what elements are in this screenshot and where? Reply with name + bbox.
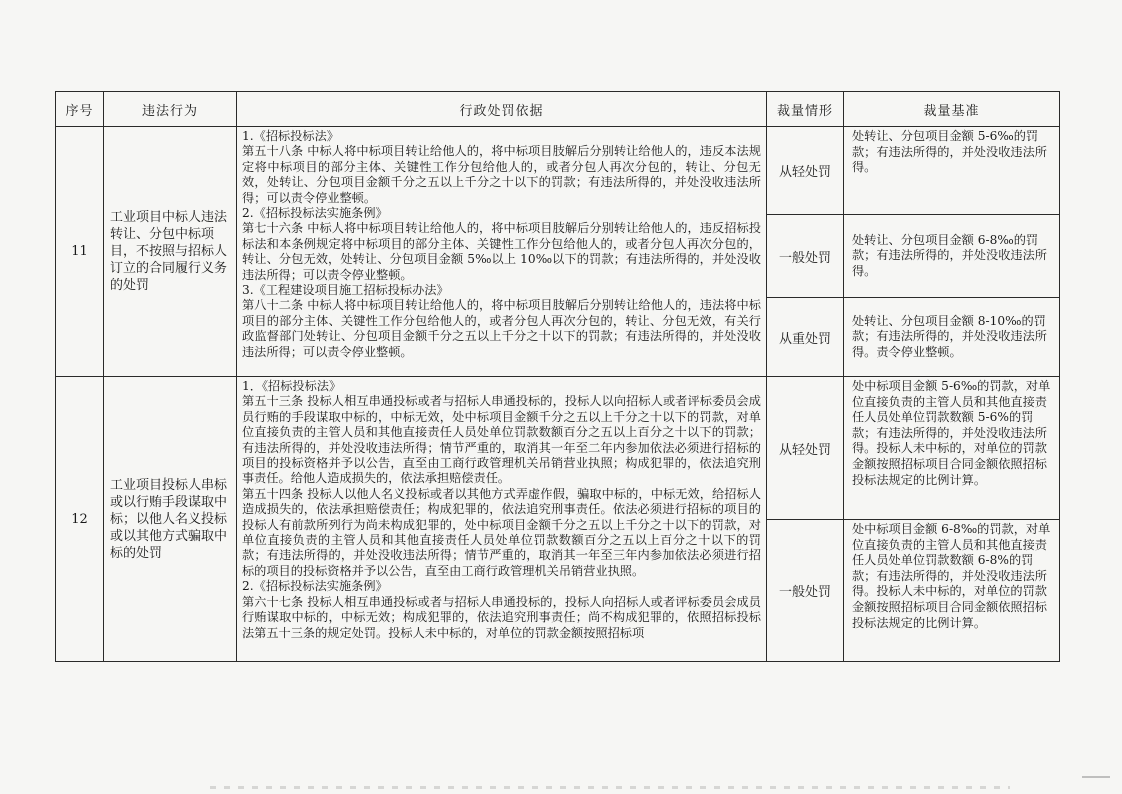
situation-cell: 一般处罚 xyxy=(767,520,844,662)
row-number: 11 xyxy=(56,127,104,377)
basis-line: 3.《工程建设项目施工招标投标办法》 xyxy=(242,283,449,298)
header-row xyxy=(56,92,1060,127)
basis-line: 第七十六条 中标人将中标项目转让给他人的，将中标项目肢解后分别转让给他人的，违反招标投标法和本条例规定将中标项目的部分主体、关键性工作分包给他人的，或者分包人再次分包的，转让、分包无效，处转让、分包项目金额 5‰以上 10‰以下的罚款；有违法所得的，并处没收违法所得；可以责令停业整顿。 xyxy=(242,221,761,282)
penalty-basis xyxy=(237,377,767,662)
basis-line: 第六十七条 投标人相互串通投标或者与招标人串通投标的，投标人向招标人或者评标委员会成员行贿谋取中标的，中标无效；构成犯罪的，依法追究刑事责任；尚不构成犯罪的，依照招标投标法第五十三条的规定处罚。投标人未中标的，对单位的罚款金额按照招标项 xyxy=(242,594,761,640)
situation-cell: 从轻处罚 xyxy=(767,377,844,520)
header-situation: 裁量情形 xyxy=(767,92,844,127)
standard-cell: 处转让、分包项目金额 5-6‰的罚款；有违法所得的，并处没收违法所得。 xyxy=(844,127,1060,215)
table-row xyxy=(56,377,1060,520)
row-number: 12 xyxy=(56,377,104,662)
basis-line: 1.《招标投标法》 xyxy=(242,129,339,143)
header-act: 违法行为 xyxy=(104,92,237,127)
table-row xyxy=(56,127,1060,215)
standard-cell: 处中标项目金额 6-8‰的罚款，对单位直接负责的主管人员和其他直接责任人员处单位罚款数额 6-8%的罚款；有违法所得的，并处没收违法所得。投标人未中标的，对单位的罚款金额按照招标项目合同金额依照招标投标法规定的比例计算。 xyxy=(844,520,1060,662)
penalty-table xyxy=(55,91,1060,662)
violation-description: 工业项目投标人串标或以行贿手段谋取中标；以他人名义投标或以其他方式骗取中标的处罚 xyxy=(104,377,237,662)
penalty-basis xyxy=(237,127,767,377)
basis-line: 第八十二条 中标人将中标项目转让给他人的，将中标项目肢解后分别转让给他人的，违法将中标项目的部分主体、关键性工作分包给他人的，或者分包人再次分包的，转让、分包无效，有关行政监督部门处转让、分包项目金额千分之五以上千分之十以下的罚款；有违法所得的，并处没收违法所得；可以责令停业整顿。 xyxy=(242,298,761,359)
basis-line: 2.《招标投标法实施条例》 xyxy=(242,579,388,594)
scan-artifact xyxy=(210,786,1010,789)
standard-cell: 处转让、分包项目金额 6-8‰的罚款；有违法所得的，并处没收违法所得。 xyxy=(844,215,1060,298)
standard-cell: 处转让、分包项目金额 8-10‰的罚款；有违法所得的，并处没收违法所得。责令停业整顿。 xyxy=(844,298,1060,377)
basis-line: 第五十四条 投标人以他人名义投标或者以其他方式弄虚作假，骗取中标的，中标无效，给招标人造成损失的，依法承担赔偿责任；构成犯罪的，依法追究刑事责任。依法必须进行招标的项目的投标人有前款所列行为尚未构成犯罪的，处中标项目金额千分之五以上千分之十以下的罚款，对单位直接负责的主管人员和其他直接责任人员处单位罚款数额百分之五以上百分之十以下的罚款；有违法所得的，并处没收违法所得；情节严重的，取消其一年至三年内参加依法必须进行招标的项目的投标资格并予以公告，直至由工商行政管理机关吊销营业执照。 xyxy=(242,486,761,578)
basis-line: 1．《招标投标法》 xyxy=(242,379,342,393)
basis-line: 第五十八条 中标人将中标项目转让给他人的，将中标项目肢解后分别转让给他人的，违反本法规定将中标项目的部分主体、关键性工作分包给他人的，或者分包人再次分包的，转让、分包无效，处转让、分包项目金额千分之五以上千分之十以下的罚款；有违法所得的，并处没收违法所得；可以责令停业整顿。 xyxy=(242,144,761,205)
header-no: 序号 xyxy=(56,92,104,127)
header-basis: 行政处罚依据 xyxy=(237,92,767,127)
situation-cell: 从轻处罚 xyxy=(767,127,844,215)
situation-cell: 一般处罚 xyxy=(767,215,844,298)
standard-cell: 处中标项目金额 5-6‰的罚款，对单位直接负责的主管人员和其他直接责任人员处单位罚款数额 5-6%的罚款；有违法所得的，并处没收违法所得。投标人未中标的，对单位的罚款金额按照招标项目合同金额依照招标投标法规定的比例计算。 xyxy=(844,377,1060,520)
scan-artifact xyxy=(1082,776,1110,778)
situation-cell: 从重处罚 xyxy=(767,298,844,377)
header-standard: 裁量基准 xyxy=(844,92,1060,127)
basis-line: 第五十三条 投标人相互串通投标或者与招标人串通投标的，投标人以向招标人或者评标委员会成员行贿的手段谋取中标的，中标无效，处中标项目金额千分之五以上千分之十以下的罚款，对单位直接负责的主管人员和其他直接责任人员处单位罚款数额百分之五以上百分之十以下的罚款；有违法所得的，并处没收违法所得；情节严重的，取消其一年至二年内参加依法必须进行招标的项目的投标资格并予以公告，直至由工商行政管理机关吊销营业执照；构成犯罪的，依法追究刑事责任。给他人造成损失的，依法承担赔偿责任。 xyxy=(242,394,761,486)
basis-line: 2.《招标投标法实施条例》 xyxy=(242,206,388,221)
violation-description: 工业项目中标人违法转让、分包中标项目，不按照与招标人订立的合同履行义务的处罚 xyxy=(104,127,237,377)
